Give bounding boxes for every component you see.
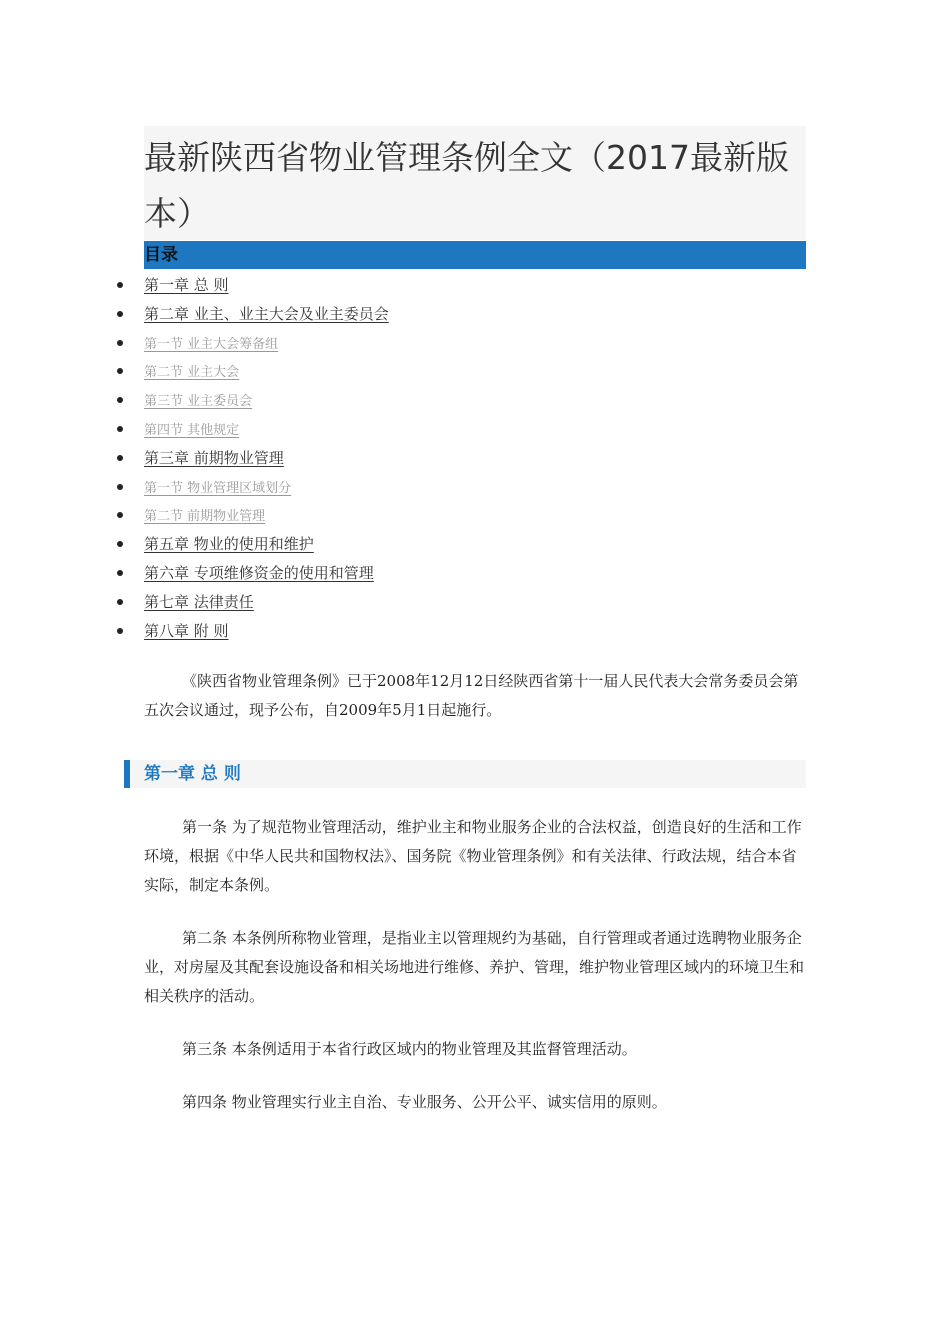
toc-item	[144, 588, 389, 617]
chapter-accent-bar	[124, 760, 130, 788]
toc-link[interactable]: 第五章 物业的使用和维护	[144, 535, 314, 554]
toc-list	[144, 271, 389, 645]
toc-link[interactable]: 第二章 业主、业主大会及业主委员会	[144, 304, 389, 323]
page-title: 最新陕西省物业管理条例全文（2017最新版本）	[144, 126, 806, 240]
bullet-icon	[117, 541, 123, 547]
bullet-icon	[117, 426, 123, 432]
bullet-icon	[117, 599, 123, 605]
chapter-heading	[124, 760, 806, 788]
toc-link[interactable]: 第三章 前期物业管理	[144, 448, 284, 467]
toc-item	[144, 357, 389, 386]
bullet-icon	[117, 512, 123, 518]
toc-link[interactable]: 第二节 前期物业管理	[144, 509, 266, 525]
intro-paragraph: 《陕西省物业管理条例》已于2008年12月12日经陕西省第十一届人民代表大会常务委员会第五次会议通过，现予公布，自2009年5月1日起施行。	[144, 672, 799, 719]
toc-link[interactable]: 第二节 业主大会	[144, 365, 240, 381]
toc-item	[144, 473, 389, 502]
chapter-heading-text: 第一章 总 则	[144, 764, 241, 784]
bullet-icon	[117, 340, 123, 346]
toc-link[interactable]: 第一节 业主大会筹备组	[144, 336, 279, 352]
toc-item	[144, 501, 389, 530]
article-paragraph: 第三条 本条例适用于本省行政区域内的物业管理及其监督管理活动。	[182, 1040, 637, 1058]
bullet-icon	[117, 570, 123, 576]
toc-item	[144, 444, 389, 473]
bullet-icon	[117, 628, 123, 634]
toc-item	[144, 617, 389, 646]
toc-link[interactable]: 第四节 其他规定	[144, 422, 240, 438]
toc-item	[144, 559, 389, 588]
article-paragraph: 第二条 本条例所称物业管理，是指业主以管理规约为基础，自行管理或者通过选聘物业服务企业，对房屋及其配套设施设备和相关场地进行维修、养护、管理，维护物业管理区域内的环境卫生和相关秩序的活动。	[144, 929, 805, 1005]
toc-link[interactable]: 第八章 附 则	[144, 621, 229, 640]
bullet-icon	[117, 282, 123, 288]
toc-item	[144, 415, 389, 444]
toc-item	[144, 271, 389, 300]
toc-item	[144, 530, 389, 559]
toc-link[interactable]: 第一章 总 则	[144, 276, 229, 294]
toc-item	[144, 300, 389, 329]
toc-link[interactable]: 第六章 专项维修资金的使用和管理	[144, 563, 374, 582]
toc-item	[144, 329, 389, 358]
article-paragraph: 第四条 物业管理实行业主自治、专业服务、公开公平、诚实信用的原则。	[182, 1093, 667, 1111]
toc-link[interactable]: 第七章 法律责任	[144, 592, 254, 611]
toc-header: 目录	[144, 241, 806, 269]
article-paragraph: 第一条 为了规范物业管理活动，维护业主和物业服务企业的合法权益，创造良好的生活和工作环境，根据《中华人民共和国物权法》、国务院《物业管理条例》和有关法律、行政法规，结合本省实际，制定本条例。	[144, 818, 802, 894]
bullet-icon	[117, 397, 123, 403]
toc-item	[144, 386, 389, 415]
bullet-icon	[117, 484, 123, 490]
toc-link[interactable]: 第一节 物业管理区域划分	[144, 480, 292, 496]
toc-link[interactable]: 第三节 业主委员会	[144, 394, 253, 410]
bullet-icon	[117, 455, 123, 461]
bullet-icon	[117, 368, 123, 374]
bullet-icon	[117, 311, 123, 317]
